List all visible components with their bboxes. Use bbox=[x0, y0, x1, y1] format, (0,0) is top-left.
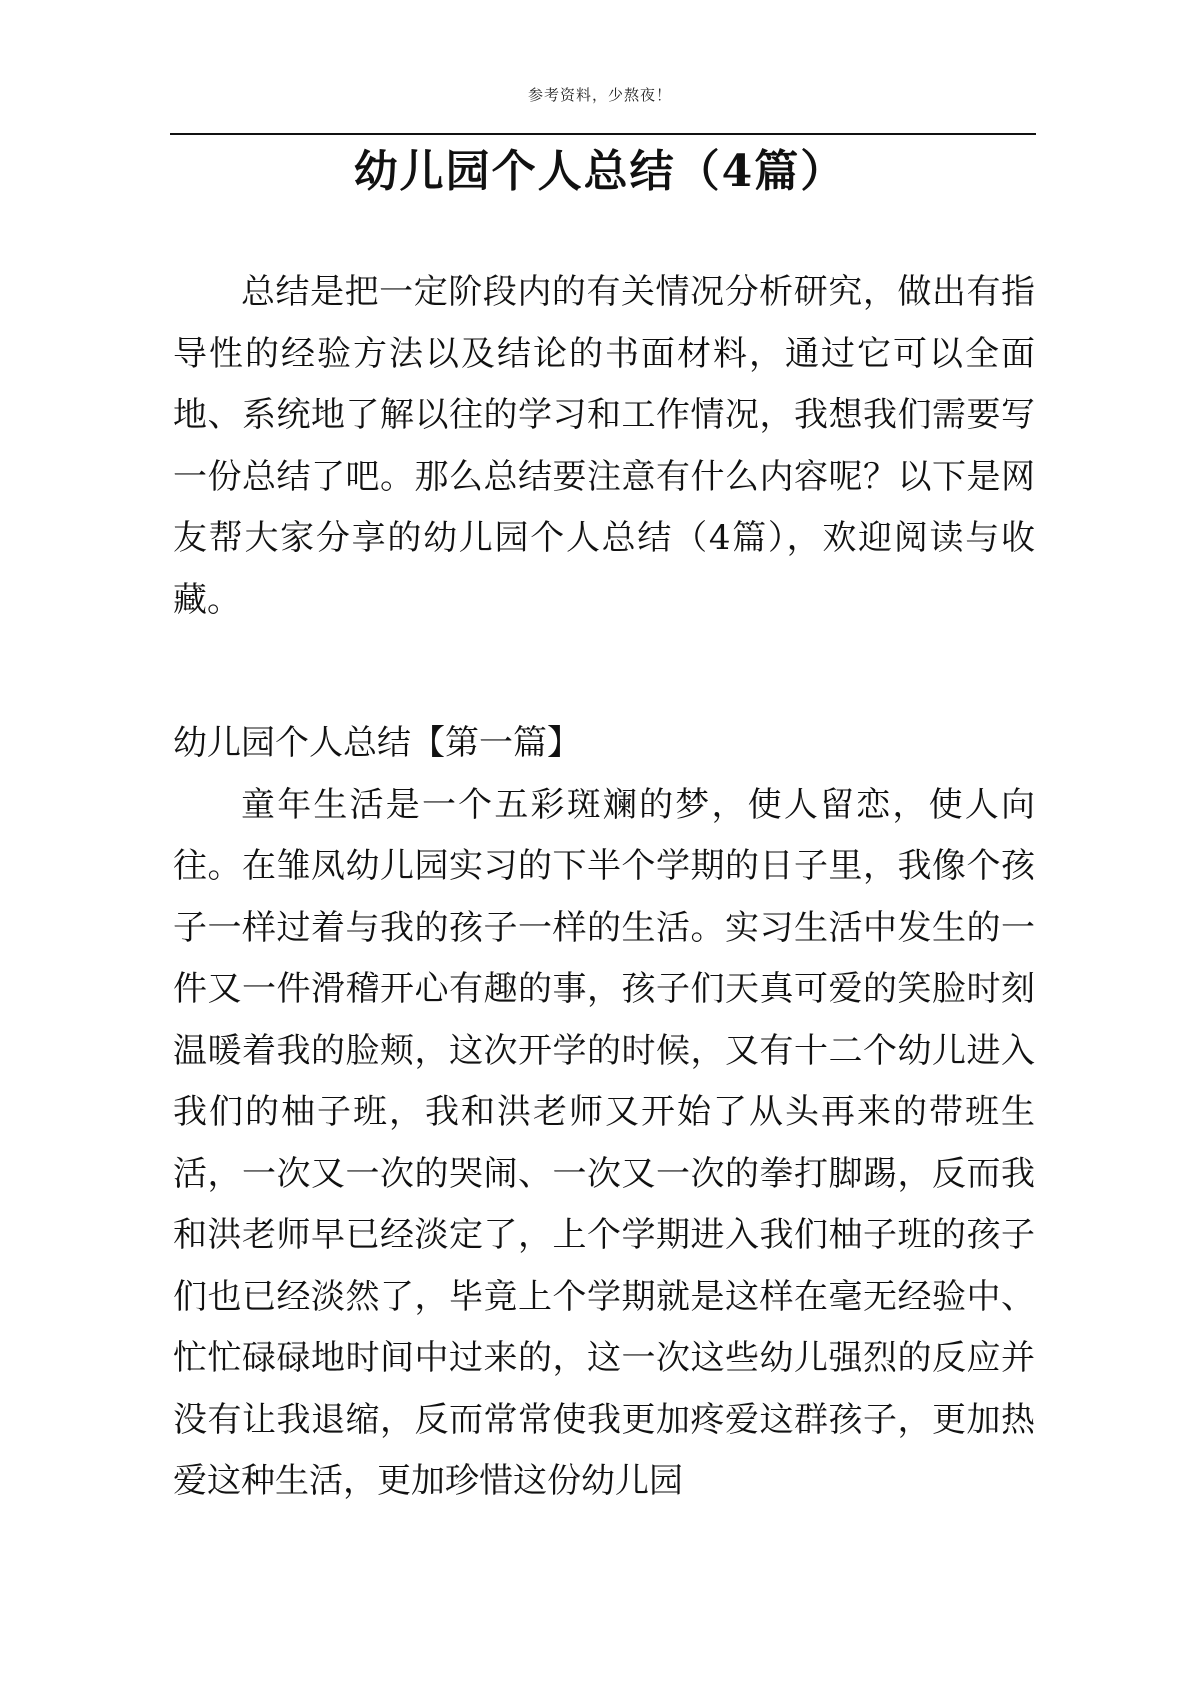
document-body bbox=[173, 262, 1035, 1513]
section-1-paragraph: 童年生活是一个五彩斑斓的梦，使人留恋，使人向往。在雏凤幼儿园实习的下半个学期的日子里，我像个孩子一样过着与我的孩子一样的生活。实习生活中发生的一件又一件滑稽开心有趣的事，孩子们天真可爱的笑脸时刻温暖着我的脸颊，这次开学的时候，又有十二个幼儿进入我们的柚子班，我和洪老师又开始了从头再来的带班生活，一次又一次的哭闹、一次又一次的拳打脚踢，反而我和洪老师早已经淡定了，上个学期进入我们柚子班的孩子们也已经淡然了，毕竟上个学期就是这样在毫无经验中、忙忙碌碌地时间中过来的，这一次这些幼儿强烈的反应并没有让我退缩，反而常常使我更加疼爱这群孩子，更加热爱这种生活，更加珍惜这份幼儿园 bbox=[173, 784, 1035, 1501]
header-divider bbox=[170, 133, 1036, 135]
intro-paragraph: 总结是把一定阶段内的有关情况分析研究，做出有指导性的经验方法以及结论的书面材料，通过它可以全面地、系统地了解以往的学习和工作情况，我想我们需要写一份总结了吧。那么总结要注意有什么内容呢？以下是网友帮大家分享的幼儿园个人总结（4篇），欢迎阅读与收藏。 bbox=[173, 272, 1035, 620]
section-heading-1: 幼儿园个人总结【第一篇】 bbox=[173, 723, 581, 763]
document-title: 幼儿园个人总结（4篇） bbox=[353, 146, 847, 197]
header-note: 参考资料，少熬夜！ bbox=[527, 86, 672, 104]
